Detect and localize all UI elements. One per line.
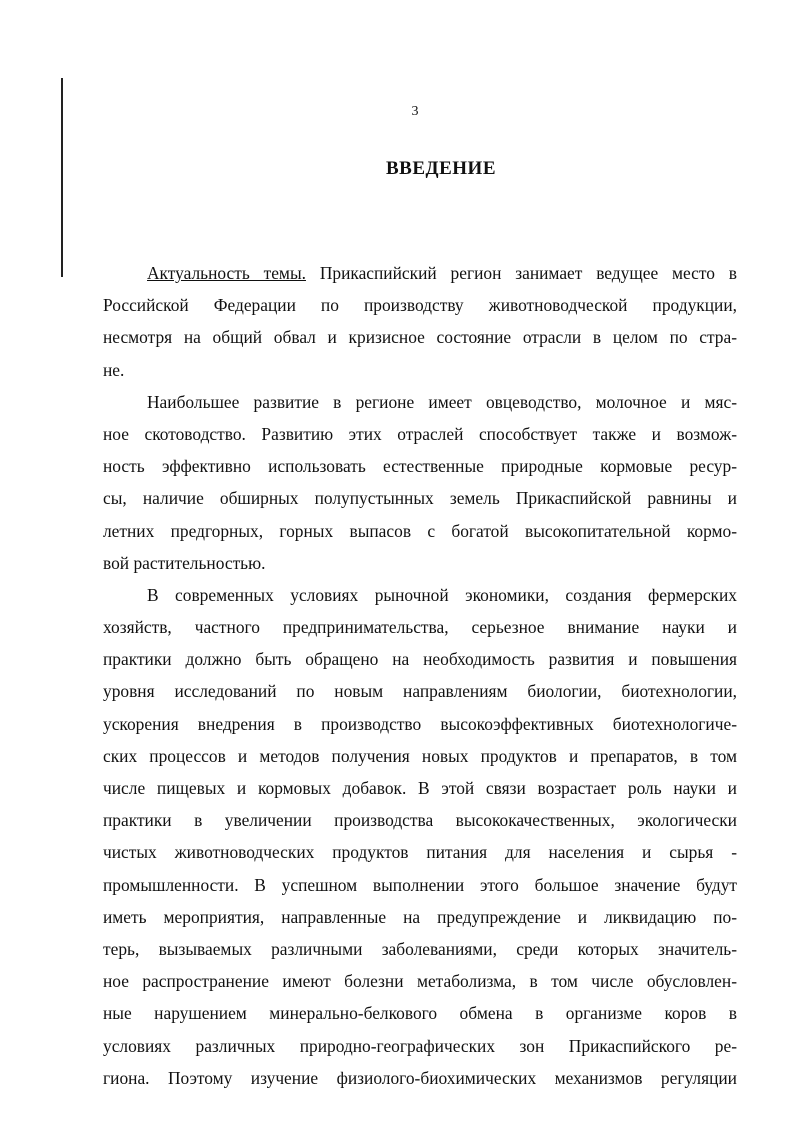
body-text <box>103 257 737 1094</box>
paragraph-1-first-text: Прикаспийский регион занимает ведущее место в <box>305 263 737 283</box>
paragraph-3-line-6: ских процессов и методов получения новых продуктов и препаратов, в том <box>103 745 737 766</box>
paragraph-3-line-10: промышленности. В успешном выполнении этого большое значение будут <box>103 874 737 895</box>
page-number: 3 <box>411 104 419 119</box>
paragraph-3-line-3: практики должно быть обращено на необходимость развития и повышения <box>103 649 737 670</box>
paragraph-2-line-3: ность эффективно использовать естественные природные кормовые ресур- <box>103 456 737 477</box>
paragraph-3-line-16: гиона. Поэтому изучение физиолого-биохимических механизмов регуляции <box>103 1067 737 1088</box>
paragraph-1-line-1 <box>103 257 737 289</box>
paragraph-3-line-14: ные нарушением минерально-белкового обмена в организме коров в <box>103 1003 737 1024</box>
paragraph-3-line-13: ное распространение имеют болезни метаболизма, в том числе обусловлен- <box>103 971 737 992</box>
topic-relevance-label: Актуальность темы. <box>147 263 306 283</box>
paragraph-3-line-15: условиях различных природно-географических зон Прикаспийского ре- <box>103 1035 737 1056</box>
paragraph-1-line-3: несмотря на общий обвал и кризисное состояние отрасли в целом по стра- <box>103 327 737 348</box>
paragraph-3-line-11: иметь мероприятия, направленные на предупреждение и ликвидацию по- <box>103 906 737 927</box>
section-heading: ВВЕДЕНИЕ <box>386 158 496 179</box>
paragraph-3-line-8: практики в увеличении производства высококачественных, экологически <box>103 810 737 831</box>
paragraph-3-line-1: В современных условиях рыночной экономики, создания фермерских <box>147 584 737 605</box>
paragraph-1-line-2: Российской Федерации по производству животноводческой продукции, <box>103 295 737 316</box>
paragraph-3-line-9: чистых животноводческих продуктов питания для населения и сырья - <box>103 842 737 863</box>
paragraph-1-line-4: не. <box>103 359 125 380</box>
paragraph-2-line-6: вой растительностью. <box>103 552 266 573</box>
paragraph-3-line-5: ускорения внедрения в производство высокоэффективных биотехнологиче- <box>103 713 737 734</box>
paragraph-2-line-2: ное скотоводство. Развитию этих отраслей способствует также и возмож- <box>103 423 737 444</box>
paragraph-3-line-4: уровня исследований по новым направлениям биологии, биотехнологии, <box>103 681 737 702</box>
paragraph-2-line-4: сы, наличие обширных полупустынных земель Прикаспийской равнины и <box>103 488 737 509</box>
paragraph-2-line-5: летних предгорных, горных выпасов с богатой высокопитательной кормо- <box>103 520 737 541</box>
paragraph-3-line-2: хозяйств, частного предпринимательства, серьезное внимание науки и <box>103 617 737 638</box>
paragraph-3-line-7: числе пищевых и кормовых добавок. В этой связи возрастает роль науки и <box>103 778 737 798</box>
paragraph-2-line-1: Наибольшее развитие в регионе имеет овцеводство, молочное и мяс- <box>147 391 737 412</box>
paragraph-3-line-12: терь, вызываемых различными заболеваниями, среди которых значитель- <box>103 938 737 959</box>
